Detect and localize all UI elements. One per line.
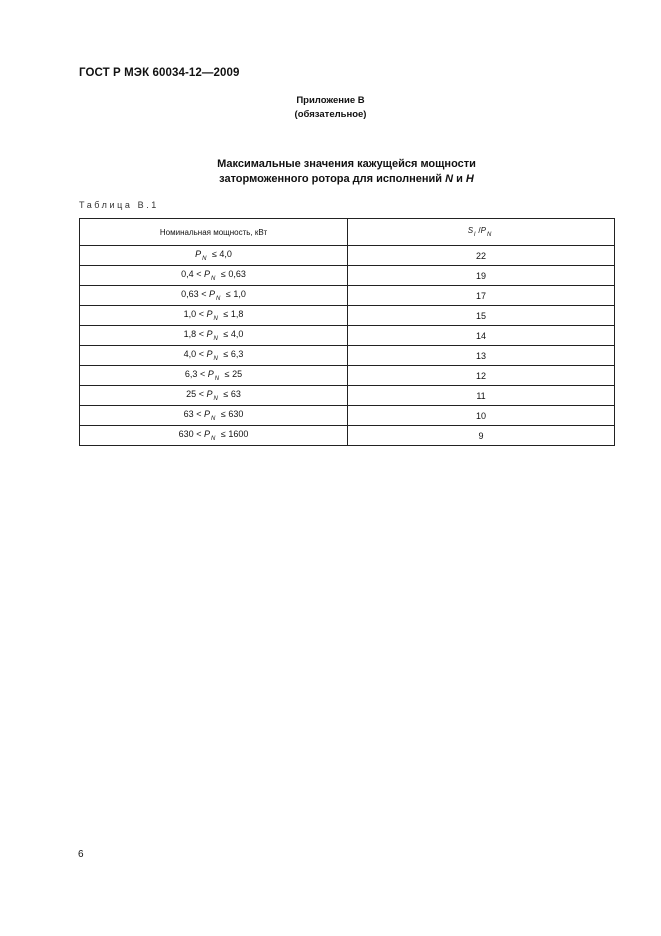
ratio-value: 17 xyxy=(348,286,615,306)
power-table xyxy=(79,218,615,446)
range-lower: 6,3 xyxy=(184,369,198,379)
rated-power-range xyxy=(80,306,348,326)
rated-power-range xyxy=(80,346,348,366)
range-lower-operator: < xyxy=(198,309,204,319)
range-lower-operator: < xyxy=(198,389,204,399)
range-lower-operator: < xyxy=(198,349,204,359)
range-upper: 1600 xyxy=(228,429,249,439)
power-symbol: P xyxy=(206,309,213,319)
power-symbol: P xyxy=(207,369,214,379)
rated-power-range xyxy=(80,326,348,346)
power-subscript: N xyxy=(210,436,216,442)
range-lower-operator: < xyxy=(196,269,202,279)
range-upper-operator: ≤ xyxy=(220,429,226,439)
power-subscript: N xyxy=(213,356,218,362)
range-upper-operator: ≤ xyxy=(220,409,226,419)
power-subscript: N xyxy=(213,396,218,402)
table-row xyxy=(80,286,615,306)
table-header-row xyxy=(80,219,615,246)
range-lower: 63 xyxy=(183,409,194,419)
range-upper-operator: ≤ xyxy=(225,289,231,299)
ratio-value: 19 xyxy=(348,266,615,286)
range-lower: 0,63 xyxy=(181,289,199,299)
ratio-value: 9 xyxy=(348,426,615,446)
design-h: H xyxy=(465,173,474,185)
power-symbol: P xyxy=(208,289,215,299)
design-n: N xyxy=(445,173,454,185)
range-upper: 1,8 xyxy=(230,309,244,319)
range-upper-operator: ≤ xyxy=(220,269,226,279)
rated-power-range xyxy=(80,406,348,426)
table-row xyxy=(80,366,615,386)
power-subscript: N xyxy=(213,316,218,322)
power-symbol: P xyxy=(206,349,213,359)
document-title-line-1: Максимальные значения кажущейся мощности xyxy=(217,158,476,170)
table-row xyxy=(80,426,615,446)
range-upper: 4,0 xyxy=(230,329,244,339)
range-upper: 4,0 xyxy=(219,249,232,259)
power-symbol: P xyxy=(206,389,213,399)
power-subscript: N xyxy=(210,416,216,422)
power-subscript: N xyxy=(214,376,220,382)
ratio-value: 14 xyxy=(348,326,615,346)
range-lower-operator: < xyxy=(198,329,204,339)
range-lower-operator: < xyxy=(196,409,202,419)
rated-power-range xyxy=(80,366,348,386)
page-number: 6 xyxy=(78,849,84,860)
range-upper: 6,3 xyxy=(230,349,244,359)
range-upper-operator: ≤ xyxy=(224,369,230,379)
title-prefix: заторможенного ротора для исполнений xyxy=(219,173,446,185)
ratio-value: 10 xyxy=(348,406,615,426)
range-lower: 4,0 xyxy=(183,349,197,359)
range-upper: 630 xyxy=(228,409,244,419)
range-lower-operator: < xyxy=(199,369,206,379)
title-and: и xyxy=(453,173,466,185)
table-caption: Таблица В.1 xyxy=(79,200,159,210)
table-row xyxy=(80,326,615,346)
range-upper-operator: ≤ xyxy=(223,309,229,319)
ratio-value: 12 xyxy=(348,366,615,386)
annex-title: Приложение В xyxy=(296,95,365,106)
range-lower: 630 xyxy=(178,429,194,439)
power-subscript: N xyxy=(213,336,218,342)
header-s-symbol: S xyxy=(467,226,474,235)
power-symbol: P xyxy=(206,329,213,339)
header-p-subscript: N xyxy=(486,232,492,238)
range-lower-operator: < xyxy=(201,289,207,299)
range-lower-operator: < xyxy=(196,429,202,439)
range-upper: 25 xyxy=(232,369,243,379)
range-lower: 1,8 xyxy=(183,329,197,339)
range-upper-operator: ≤ xyxy=(211,249,217,259)
table-row xyxy=(80,246,615,266)
annex-status: (обязательное) xyxy=(294,109,367,120)
table-row xyxy=(80,306,615,326)
rated-power-range xyxy=(80,426,348,446)
table-row xyxy=(80,386,615,406)
rated-power-range xyxy=(80,386,348,406)
ratio-value: 15 xyxy=(348,306,615,326)
range-upper-operator: ≤ xyxy=(223,329,229,339)
ratio-value: 11 xyxy=(348,386,615,406)
standard-header: ГОСТ Р МЭК 60034-12—2009 xyxy=(79,67,240,79)
range-upper-operator: ≤ xyxy=(223,389,229,399)
rated-power-range xyxy=(80,246,348,266)
header-rated-power: Номинальная мощность, кВт xyxy=(80,219,348,246)
range-lower: 25 xyxy=(186,389,197,399)
rated-power-range xyxy=(80,286,348,306)
table-row xyxy=(80,346,615,366)
power-subscript: N xyxy=(202,256,207,262)
header-s-subscript: l xyxy=(474,232,476,238)
range-upper: 0,63 xyxy=(228,269,246,279)
header-ratio xyxy=(348,219,615,246)
table-body xyxy=(80,246,615,446)
range-lower: 0,4 xyxy=(181,269,194,279)
rated-power-range xyxy=(80,266,348,286)
range-upper-operator: ≤ xyxy=(223,349,229,359)
range-upper: 63 xyxy=(230,389,241,399)
power-symbol: P xyxy=(203,409,210,419)
ratio-value: 22 xyxy=(348,246,615,266)
power-subscript: N xyxy=(216,296,221,302)
range-upper: 1,0 xyxy=(233,289,246,299)
header-p-symbol: P xyxy=(480,226,486,235)
table-row xyxy=(80,266,615,286)
power-symbol: P xyxy=(203,429,210,439)
table-row xyxy=(80,406,615,426)
ratio-value: 13 xyxy=(348,346,615,366)
power-symbol: P xyxy=(195,249,202,259)
header-slash: / xyxy=(478,226,481,235)
power-subscript: N xyxy=(210,276,216,282)
power-symbol: P xyxy=(203,269,210,279)
range-lower: 1,0 xyxy=(183,309,197,319)
document-title-line-2 xyxy=(0,173,661,185)
